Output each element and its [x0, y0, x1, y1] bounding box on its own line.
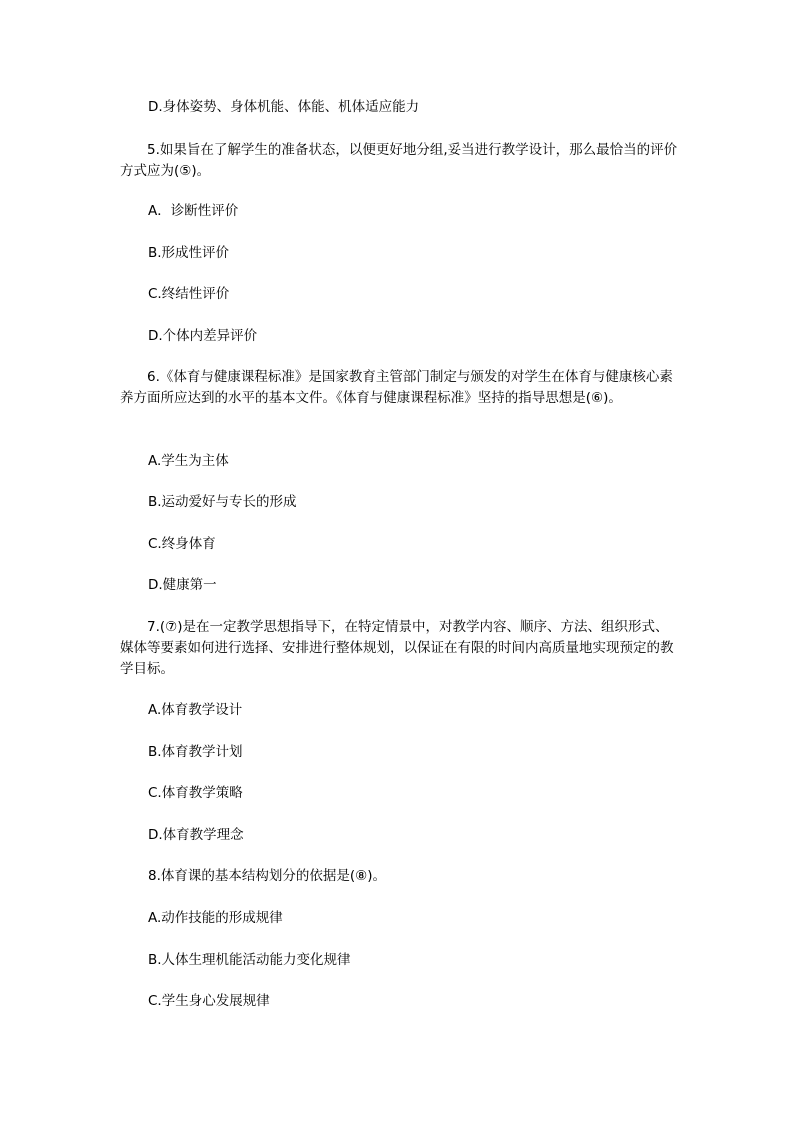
q5-option-b: B.形成性评价	[148, 245, 230, 261]
q6-option-c: C.终身体育	[148, 536, 216, 552]
q5-option-d: D.个体内差异评价	[148, 328, 258, 344]
q7-option-b: B.体育教学计划	[148, 744, 243, 760]
q7-stem: 7.(⑦)是在一定教学思想指导下，在特定情景中，对教学内容、顺序、方法、组织形式、媒体等要素如何进行选择、安排进行整体规划，以保证在有限的时间内高质量地实现预定的教学目标。	[120, 619, 674, 677]
q6-stem: 6.《体育与健康课程标准》是国家教育主管部门制定与颁发的对学生在体育与健康核心素养方面所应达到的水平的基本文件。《体育与健康课程标准》坚持的指导思想是(⑥)。	[120, 369, 673, 406]
q6-option-d: D.健康第一	[148, 577, 217, 593]
q8-option-a: A.动作技能的形成规律	[148, 910, 283, 926]
q8-stem: 8.体育课的基本结构划分的依据是(⑧)。	[148, 868, 387, 884]
q5-stem: 5.如果旨在了解学生的准备状态，以便更好地分组,妥当进行教学设计，那么最恰当的评价方式应为(⑤)。	[120, 142, 678, 179]
q6-option-a: A.学生为主体	[148, 453, 229, 469]
q7-option-a: A.体育教学设计	[148, 702, 243, 718]
q5-option-a: A．诊断性评价	[148, 203, 239, 219]
q4-option-d: D.身体姿势、身体机能、体能、机体适应能力	[148, 99, 420, 115]
q8-option-c: C.学生身心发展规律	[148, 993, 270, 1009]
q7-option-c: C.体育教学策略	[148, 785, 243, 801]
q8-option-b: B.人体生理机能活动能力变化规律	[148, 952, 351, 968]
q6-option-b: B.运动爱好与专长的形成	[148, 494, 297, 510]
q5-option-c: C.终结性评价	[148, 286, 230, 302]
q7-option-d: D.体育教学理念	[148, 827, 244, 843]
